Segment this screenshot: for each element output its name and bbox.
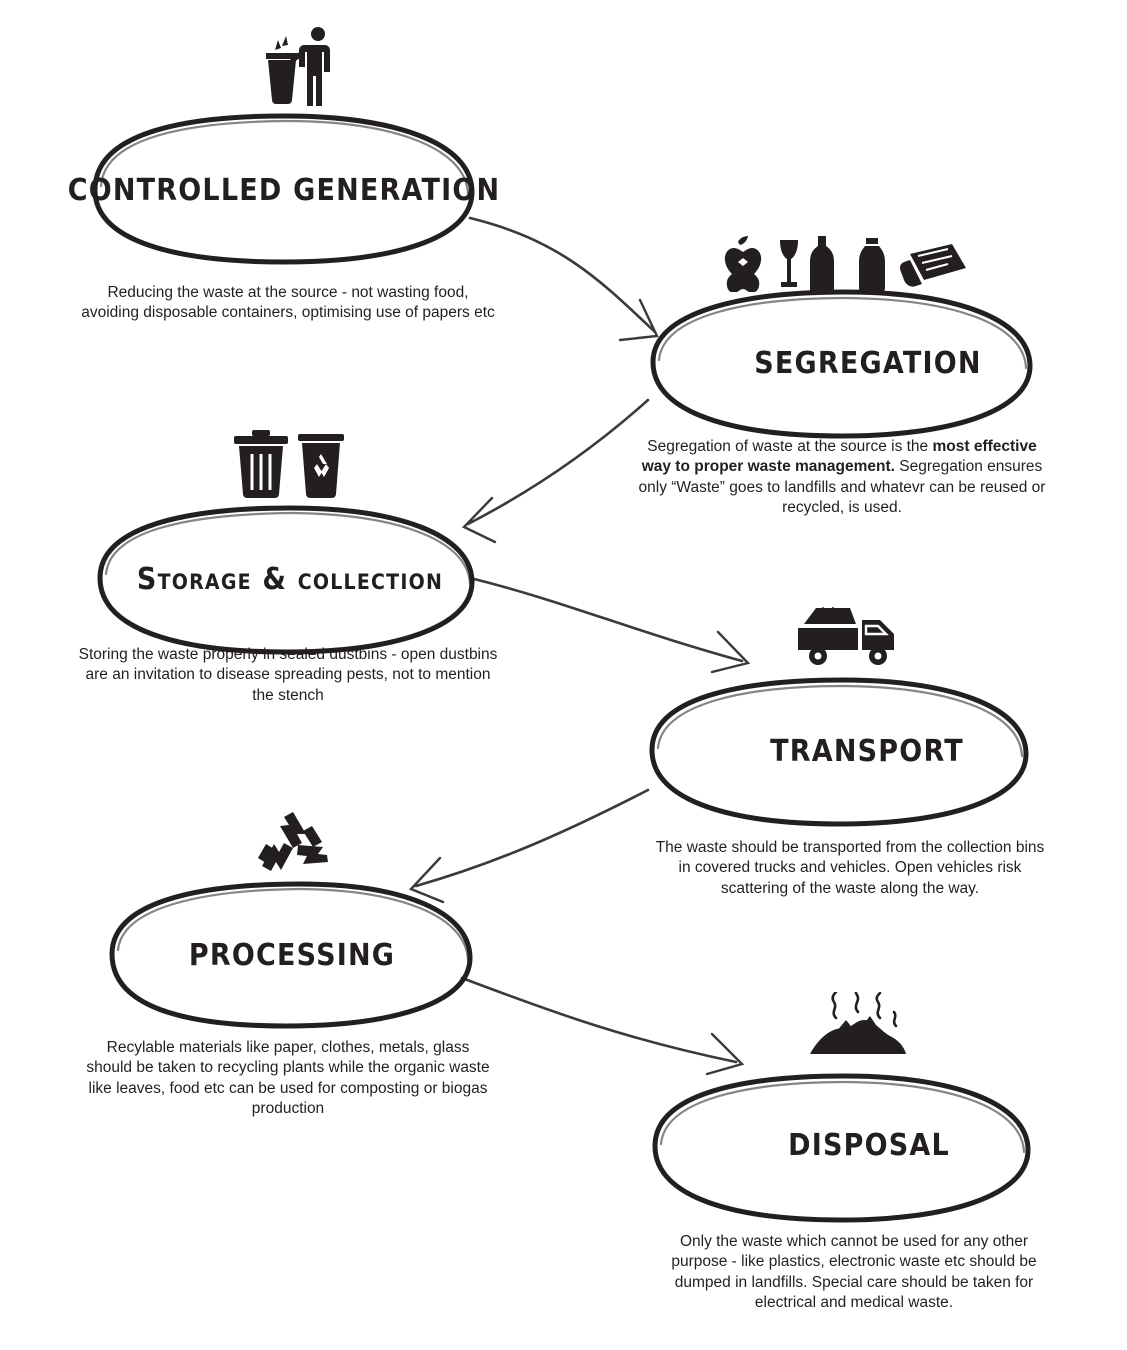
caption-storage-collection: Storing the waste properly in sealed dustbins - open dustbins are an invitation to disease spreading pests, not to mention the stench (78, 646, 498, 704)
recycling-symbol-icon (256, 812, 330, 878)
arrowhead-2 (464, 498, 495, 542)
garbage-truck-icon (796, 604, 902, 666)
arrowhead-4 (411, 858, 443, 902)
node-transport[interactable] (680, 722, 1010, 780)
arrowhead-3 (712, 632, 748, 672)
caption-processing: Recylable materials like paper, clothes, metals, glass should be taken to recycling plants while the organic waste like leaves, food etc can be used for composting or biogas production (86, 1039, 490, 1118)
smoking-landfill-icon (806, 992, 908, 1060)
person-throwing-trash-icon (266, 26, 346, 108)
connector-storage-to-transport (470, 578, 742, 661)
node-processing[interactable] (120, 926, 464, 984)
node-label-storage-collection: Storage & collection (136, 561, 444, 597)
caption-transport: The waste should be transported from the collection bins in covered trucks and vehicles. Open vehicles risk scattering of the waste along the way. (655, 839, 1045, 897)
dustbin-recycling-bin-icon (230, 428, 350, 498)
caption-segregation-part-1: Segregation of waste at the source is the (647, 438, 933, 455)
arrowhead-5 (707, 1034, 742, 1074)
arrowhead-1 (620, 300, 657, 340)
node-label-disposal: DISPOSAL (788, 1127, 950, 1163)
node-segregation[interactable] (680, 334, 1010, 392)
apple-core-bottle-newspaper-icon (718, 236, 966, 292)
connector-transport-to-processing (416, 790, 648, 886)
caption-disposal: Only the waste which cannot be used for any other purpose - like plastics, electronic waste etc should be dumped in landfills. Special care should be taken for electrical and medical waste. (671, 1233, 1037, 1312)
node-label-segregation: SEGREGATION (754, 345, 982, 381)
connector-processing-to-disposal (462, 978, 736, 1062)
node-storage-collection[interactable] (110, 550, 470, 608)
caption-segregation-part-2: most effective way to proper waste management. (641, 438, 1037, 476)
node-label-processing: PROCESSING (188, 937, 396, 973)
connector-segregation-to-storage (468, 400, 648, 524)
node-label-controlled-generation: CONTROLLED GENERATION (67, 172, 501, 208)
node-disposal[interactable] (682, 1116, 1012, 1174)
node-label-transport: TRANSPORT (770, 733, 964, 769)
caption-segregation-part-3: Segregation ensures only “Waste” goes to landfills and whatevr can be reused or recycled, is used. (638, 458, 1046, 517)
node-controlled-generation[interactable] (67, 160, 501, 220)
caption-segregation (638, 437, 1046, 519)
caption-controlled-generation: Reducing the waste at the source - not wasting food, avoiding disposable containers, optimising use of papers etc (81, 284, 495, 322)
